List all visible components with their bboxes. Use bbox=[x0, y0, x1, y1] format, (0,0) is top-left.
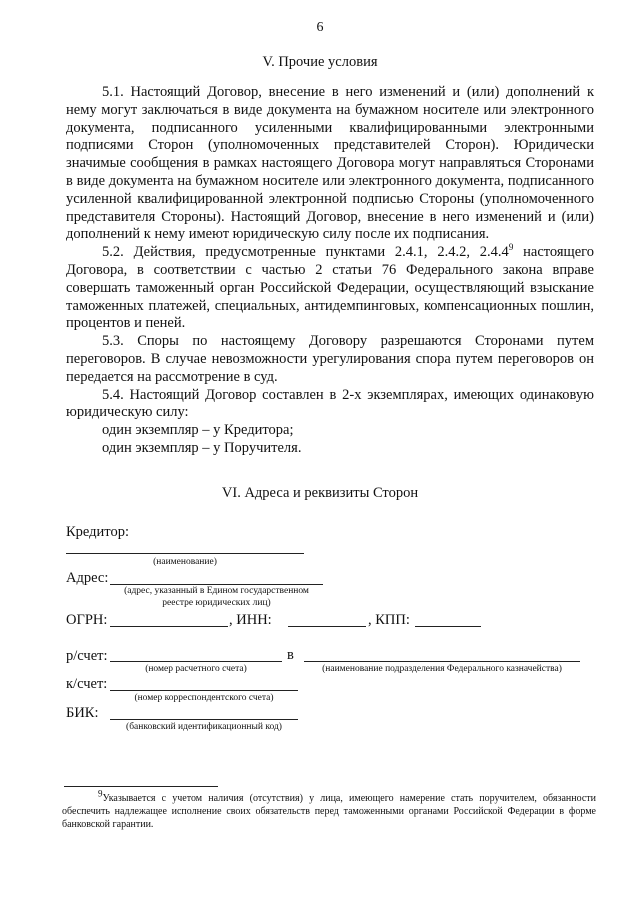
copy-creditor: один экземпляр – у Кредитора; bbox=[102, 422, 294, 439]
paragraph-5-2-end: настоящего Договора, в соответствии с частью 2 статьи 76 Федерального закона вправе совершать таможенный орган Российской Федерации, осуществляющий взыскание таможенных платежей, специальных, антидемпинговых, компенсационных пошлин, процентов и пеней. bbox=[66, 244, 594, 332]
name-field-line bbox=[66, 553, 304, 554]
ogrn-label: ОГРН: bbox=[66, 612, 108, 628]
name-caption: (наименование) bbox=[153, 557, 217, 567]
kpp-field-line bbox=[415, 626, 481, 627]
inn-label: , ИНН: bbox=[229, 612, 272, 628]
in-label: в bbox=[287, 647, 294, 663]
correspondent-account-label: к/счет: bbox=[66, 676, 108, 692]
settlement-account-caption: (номер расчетного счета) bbox=[145, 664, 247, 674]
kpp-label: , КПП: bbox=[368, 612, 410, 628]
address-label: Адрес: bbox=[66, 570, 109, 586]
correspondent-account-caption: (номер корреспондентского счета) bbox=[134, 693, 274, 703]
footnote-text: Указывается с учетом наличия (отсутствия) у лица, имеющего намерение стать поручителем, обязанности обеспечить надлежащее исполнение своих обязательств перед таможенными органами Российской Федерации в форме банковской гарантии. bbox=[62, 793, 596, 830]
footnote-mark: 9 bbox=[98, 788, 103, 799]
ogrn-field-line bbox=[110, 626, 228, 627]
footnote-separator bbox=[64, 786, 218, 787]
paragraph-5-2 bbox=[66, 244, 594, 333]
settlement-account-field-line bbox=[110, 661, 282, 662]
paragraph-5-1: 5.1. Настоящий Договор, внесение в него изменений и (или) дополнений к нему могут заключаться в виде документа на бумажном носителе или электронного документа, подписанного усиленными квалифицированными электронными подписями Сторон (уполномоченных представителей Сторон). Юридически значимые сообщения в рамках настоящего Договора могут направляться Сторонами в виде документа на бумажном носителе или электронного документа, подписанного усиленной квалифицированной электронной подписью Стороны (уполномоченного представителя Стороны). Настоящий Договор, внесение в него изменений и (или) дополнений к нему имеют юридическую силу после их подписания. bbox=[66, 84, 594, 243]
footnote bbox=[62, 788, 596, 831]
bik-field-line bbox=[110, 719, 298, 720]
section-5-body bbox=[66, 84, 594, 458]
section-6-title: VI. Адреса и реквизиты Сторон bbox=[221, 485, 419, 501]
paragraph-5-4: 5.4. Настоящий Договор составлен в 2-х экземплярах, имеющих одинаковую юридическую силу: bbox=[66, 386, 594, 421]
paragraph-5-3: 5.3. Споры по настоящему Договору разрешаются Сторонами путем переговоров. В случае невозможности урегулирования спора путем переговоров он передается на рассмотрение в суд. bbox=[66, 333, 594, 385]
treasury-caption: (наименование подразделения Федерального казначейства) bbox=[322, 664, 562, 674]
settlement-account-label: р/счет: bbox=[66, 648, 108, 664]
correspondent-account-field-line bbox=[110, 690, 298, 691]
address-field-line bbox=[110, 584, 323, 585]
section-5-title: V. Прочие условия bbox=[262, 54, 378, 70]
address-caption-line-1: (адрес, указанный в Едином государственном bbox=[124, 586, 309, 596]
creditor-label: Кредитор: bbox=[66, 524, 129, 540]
page-number: 6 bbox=[316, 20, 324, 35]
copy-guarantor: один экземпляр – у Поручителя. bbox=[102, 439, 302, 456]
footnote-reference: 9 bbox=[508, 242, 514, 253]
address-caption-line-2: реестре юридических лиц) bbox=[162, 598, 271, 608]
inn-field-line bbox=[288, 626, 366, 627]
treasury-field-line bbox=[304, 661, 580, 662]
bik-label: БИК: bbox=[66, 705, 99, 721]
paragraph-5-2-start: 5.2. Действия, предусмотренные пунктами 2.4.1, 2.4.2, 2.4.4 bbox=[102, 244, 509, 261]
bik-caption: (банковский идентификационный код) bbox=[126, 722, 282, 732]
